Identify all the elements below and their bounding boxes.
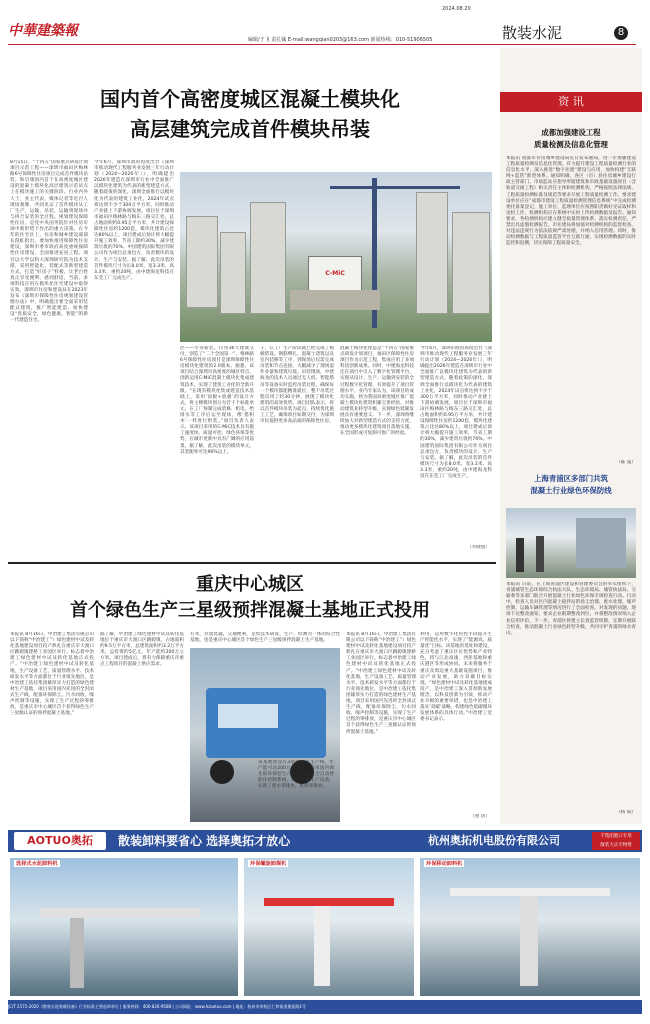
ad-badge (592, 832, 640, 850)
article1-column-2: 今年6月，深圳市政府再度出台《深圳市推动现代工程服务业发展三年行动计划（2024—2026年）》，明确提出2026年建造在深圳市行业中全面推广以模块化建筑为代表的新型建造方式，随着政策的深化，深圳全面推行以模块化为代表的建筑工业化，2024年试点将达到不少于300万平方米，同时推动产业链上下游协调发展。项目位于深圳市福田区梅林路与梅东三路交汇处，总占地面积约0.95万平方米，共计建设保障性住房约1200套，模块化建筑占比达80%以上，项目建成后预计将大幅提升施工效率，节省工期约30%，减少建筑垃圾约70%。中国建筑国际集团有限公司作为项目总承包方，负责模块的设计、生产与安装。据了解，此次吊装的首件模块尺寸为长8.0米、宽3.3米、高3.3米，重约20吨，由中建海龙科技在东莞工厂完成生产。 (94, 160, 174, 281)
background-building (452, 212, 490, 314)
ad-panel3-label: 环保移动卸料机 (426, 861, 463, 867)
article1-title-line1: 国内首个高密度城区混凝土模块化 (100, 87, 400, 111)
ad-badge-line1: 千集团港口专用 (600, 834, 632, 839)
article1-byline: （李晓旭） (467, 545, 490, 550)
page-number: 8 (614, 26, 628, 40)
truck-windshield (218, 704, 278, 728)
background-building (186, 216, 218, 308)
article2-title-line1: 重庆中心城区 (196, 574, 304, 595)
header-rule (8, 44, 636, 45)
article1-column-6: 今年6月，深圳市政府再度出台《深圳市推动现代工程服务业发展三年行动计划（2024—2026年）》，明确提出2026年建造在深圳市行业中全面推广以模块化建筑为代表的新型建造方式，随着政策的深化，深圳全面推行以模块化为代表的建筑工业化，2024年试点将达到不少于300万平方米，同时推动产业链上下游协调发展。项目位于深圳市福田区梅林路与梅东三路交汇处，总占地面积约0.95万平方米，共计建设保障性住房约1200套，模块化建筑占比达80%以上，项目建成后预计将大幅提升施工效率，节省工期约30%，减少建筑垃圾约70%。中国建筑国际集团有限公司作为项目总承包方，负责模块的设计、生产与安装。据了解，此次吊装的首件模块尺寸为长8.0米、宽3.3米、高3.3米，重约20吨，由中建海龙科技在东莞工厂完成生产。 (420, 346, 492, 479)
tower-crane-jib (330, 186, 460, 189)
article1-column-3: 层——毕业新装。仅用36天建成交付，创造了“二个全国第一”，梅林路6号保障性住房项目是深圳保障性住房模块化建筑的2.0版本。据悉，该项目结合深圳市高密度的城区特点，创新运用C-MiC混凝土模块化集成建筑技术，实现了建筑工业化的全新升级。“在现有模块化集成建造技术基础上，采用‘顶板+底板’的设计方式，将主楼模块划分为若干个标准单元，在工厂预制完成装修、机电、给排水等工序后运至现场，像‘搭积木’一样进行组装。”项目负责人表示。该项目采用的C-MiC技术具有施工速度快、质量可控、绿色环保等优势，在城市更新中具有广阔的应用前景。据了解，此次吊装的模块单元，其装配率可达90%以上。 (180, 346, 254, 455)
article2-column-2: 据了解，中冶建工绿色建材中试及转化基地位于重庆市大渡口区跳磴镇，占地面积约9.5万平方米，总建筑面积约3.2万平方米，总投资约5亿元，年产能约200万立方米。项目建成后，将有力保障重庆市重点工程项目的混凝土供应需求。 (100, 632, 184, 668)
ad-slogan: 散装卸料要省心 选择奥拓才放心 (118, 834, 291, 848)
ad-badge-line2: 散装大庆专物资 (600, 843, 632, 848)
background-building (250, 202, 286, 314)
background-building (416, 192, 448, 314)
article1-title-line2: 高层建筑完成首件模块吊装 (130, 117, 370, 141)
news1-body: 本报讯 成都市住房城乡建设局近日发布通知，进一步加强建设工程质量检测及信息化管理。有力提升建设工程质量检测行业的信息化水平，深入推进“数字住建”建设与应用，加快构建“互联网+监管”新型体系。通知明确，各区（市）县住房城乡建设行政主管部门、市质监站应指导所辖建筑和市政基础设施项目（含轨道交通工程）相关责任主体和检测机构，严格按照法律法规、工程质量检测标准及规范等要求开展工程质量检测工作。要求建设单位应在“成都市建设工程质量检测管理信息系统”中完成检测委托备案登记，施工单位、监理单位应按照职责做好见证取样和送检工作，检测机构应在系统中实时上传检测数据及报告。通知要求，各检测机构应建立健全质量管理体系，落实检测责任，严禁出具虚假检测报告。市住建局将加强对检测机构的监督检查，对违法违规行为依法依规严肃处理，并纳入信用管理。同时，推动检测数据与工程质量监管平台互联互通，实现检测数据的实时监控和追溯，切实保障工程质量安全。 (506, 156, 636, 247)
news1-title-line1: 成都加强建设工程 (541, 128, 601, 137)
ad-brand-logo: AOTUO奥拓 (14, 832, 106, 850)
article-separator (8, 562, 496, 564)
article2-column-4: 该基地建设有3条混凝土生产线，年产能可达200万立方米，采用国内领先的环保型生产工艺，配套全自动智能化控制系统，绿色环保生产设备，实现了废水零排放、废渣零排放。 (258, 760, 334, 790)
person-silhouette (536, 536, 544, 572)
podium-structure (290, 290, 380, 310)
ad-panel2-label: 环保螺旋卸煤机 (250, 861, 287, 867)
article1-column-1: 8月15日，“十四五”国家重点研发计划项目示范工程——深圳市福田区梅林路6号保障性住房项目完成首件模块吊装。和启康国内首个在高密度城区建设的混凝土模块化高层建筑示范试点上在模块施工的关键阶段。行业内外人士，业主代表，媒体记者等近百人现场观摩，共同见证了首件模块从工厂生产，运输，吊装，运输到现场并与拼合安装的全过程。规划建设保障性住房，是党中央国务院针对住房市场中新形势下作出的重大决策，在今年的住宅区上，住房和城乡建设部部长倪虹指出，要加快推进保障性住房建设，深圳市委市政府高度重视保障性住房建设，全面推进安居工程。项目以大学以科大深圳研究院为技术支撑，采用智能化、装配式等新型建造方式，打造“好房子”样板，让老百姓真正享受便利，感到舒适，当前，多项科技应用在模块化住宅建设中取得实效。深圳市住房和建设局在2023年发布《深圳市保障性住房规划建设管理办法》中，明确提出要全面采用装配式建筑，推广智能建造，加快建设“优质安全，绿色健康，智能”的新一代建造住宅。 (10, 160, 88, 324)
news2-byline: （杨 斌） (616, 810, 636, 815)
unloader-tower (314, 906, 330, 986)
article2-column-5: 本报讯 8月16日，中冶建工集团有限公司以下简称“中冶建工”）绿色建材中试及转化基地建设项目投产典礼在重庆市大渡口区跳磴镇建桥工业园区举行。标志着中冶建工绿色建材中试及转化基地正式投产。“中冶建工绿色建材中试及转化基地，生产设备工艺、质量管理水平、技术研发水平等方面都位于行业领先地位，是中冶建工依托集团雄厚实力打造的绿色建材生产基地，项目采用国内先进的全封闭式生产线，配备环保除尘、污水回收、噪声控制等设施，实现了生产过程的零排放，是重庆市中心城区首个获得绿色生产三星级认证的预拌混凝土基地。” (346, 632, 416, 735)
ship-unloader-arm (450, 888, 610, 896)
news1-byline: （陈 曼） (616, 460, 636, 465)
sidebar-header: 资 讯 (500, 92, 642, 112)
ad-photo-3 (420, 858, 640, 996)
article1-column-5: 混凝土模块化建造是“十四五”国家重点研发计划项目，福田区保障性住房项目作为示范工程，集成应用了多项科技创新成果。同时，中建海龙科技还在项目中引入了数字化管理平台，实现从设计、生产、运输到安装的全过程数字化管理，有效提升了项目管理水平。业内专家认为，该项目的成功实施，将为我国高密度城区推广混凝土模块化建筑积累宝贵经验，对推动建筑业转型升级、实现绿色低碳发展具有重要意义。下一步，深圳将继续加大对新型建造方式的支持力度，推动更多模块化建筑项目落地实施，在全国形成可复制可推广的经验。 (340, 346, 414, 437)
background-building (220, 232, 246, 314)
news1-title-line2: 质量检测及信息化管理 (534, 140, 608, 149)
article1-column-4: 子，在工厂生产阶段就已经完成了模板搭设、钢筋绑扎、混凝土浇筑以及室内装修等工序，到现场后仅需完成吊装和节点连接，大幅减少了现场湿作业量和建筑垃圾。吊装现场，中建海龙的技术人员通过无人机、智能塔吊等设备实时监控吊装过程，确保每一个模块都能精准就位。整个吊装过程仅用了约30分钟，展现了模块化建筑的高效优势。项目团队表示，将以首件模块吊装为起点，持续优化施工工艺，确保项目如期交付，为深圳市民提供更多高品质的保障性住房。 (260, 346, 334, 425)
article2-byline: （重 清） (470, 814, 490, 819)
news2-title-line1: 上海青浦区多部门共筑 (534, 474, 608, 483)
article2-column-1: 本报讯 8月16日，中冶建工集团有限公司以下简称“中冶建工”）绿色建材中试及转化基地建设项目投产典礼在重庆市大渡口区跳磴镇建桥工业园区举行。标志着中冶建工绿色建材中试及转化基地正式投产。“中冶建工绿色建材中试及转化基地，生产设备工艺、质量管理水平、技术研发水平等方面都位于行业领先地位，是中冶建工依托集团雄厚实力打造的绿色建材生产基地，项目采用国内先进的全封闭式生产线，配备环保除尘、污水回收、噪声控制等设施，实现了生产过程的零排放，是重庆市中心城区首个获得绿色生产三星级认证的预拌混凝土基地。” (10, 632, 94, 717)
unloader-arm (264, 898, 394, 906)
construction-photo (180, 172, 492, 342)
truck-wheel (210, 760, 234, 784)
plant-structure (576, 518, 626, 568)
news2-body: 本报讯 日前，在上海青浦区建设和管理委员会的牵头组织下，青浦城管生态环境综合执法大队、生态环境局、城管执法局、交通委等多部门联合开展混凝土行业绿色环保专项检查行动。行动中，检查人员对区内混凝土搅拌站的扬尘治理、废水处理、噪声控制、运输车辆管理等情况进行了全面检查。对发现的问题，现场下达整改通知，要求企业限期整改到位，并将整改情况纳入企业信用评价。下一步，青浦区将建立长效监管机制，定期开展联合检查，推动混凝土行业绿色转型升级，共同守护青浦的绿水青山。 (506, 582, 636, 636)
article2-column-6: 利用，运用数字化管控手段提升生产智能化水平，实现了“能源高、质量优”目标。该基地的选址和建设，充分考虑了重庆区位优势和产业特色，将与江北高速、西彭基地和重庆港区等形成协同。未来将服务于重庆及周边重大基础设施项目，推动产业发展，助力双碳目标实现。“绿色建材中试及转化基地建成投产，是中冶建工深入贯彻新发展理念，以科技创新为引领，推动产业升级的重要举措，也是中冶建工落实‘双碳’战略，构建绿色低碳循环发展体系的具体行动。”中冶建工党委书记表示。 (420, 632, 492, 723)
ad-footer: JC/T 2575-2020《散装水泥装载设备》行业标准主要起草单位 | 服务热线：400-826-9588 | 公司网址：www.hzaotuo.com | 地址：杭州市余杭区仁和街道奥拓路1号 (8, 1000, 642, 1014)
page-header (0, 0, 650, 44)
ad-company-name: 杭州奥拓机电股份有限公司 (428, 834, 560, 847)
ad-photo-1 (10, 858, 238, 996)
section-title: 散装水泥 (502, 24, 563, 42)
loader-arm (40, 908, 200, 918)
person-silhouette (516, 538, 524, 572)
ad-photo-2 (244, 858, 414, 996)
inspection-photo (506, 508, 636, 578)
module-unit: C-MiC (308, 256, 362, 292)
news2-title-line2: 混凝土行业绿色环保防线 (530, 486, 612, 495)
newspaper-logo: 中華建築報 (8, 23, 78, 39)
ad-panel1-label: 选择式水泥卸料机 (16, 861, 58, 867)
ship-unloader-tower (520, 896, 538, 986)
article2-title-line2: 首个绿色生产三星级预拌混凝土基地正式投用 (70, 600, 430, 621)
issue-date: 2024.08.20 (442, 6, 471, 12)
loader-column (70, 918, 84, 988)
article2-column-3-top: 方米，位置优越，交通便利，是集技术研发、生产、检测为一体的综合性基地。也是重庆中心城区首个绿色生产三星级预拌混凝土生产基地。 (190, 632, 340, 644)
editor-line: 编辑/于飞 责扎铖 E-mail:wangqian0203@163.com 新闻热线：010-51906505 (248, 37, 433, 43)
